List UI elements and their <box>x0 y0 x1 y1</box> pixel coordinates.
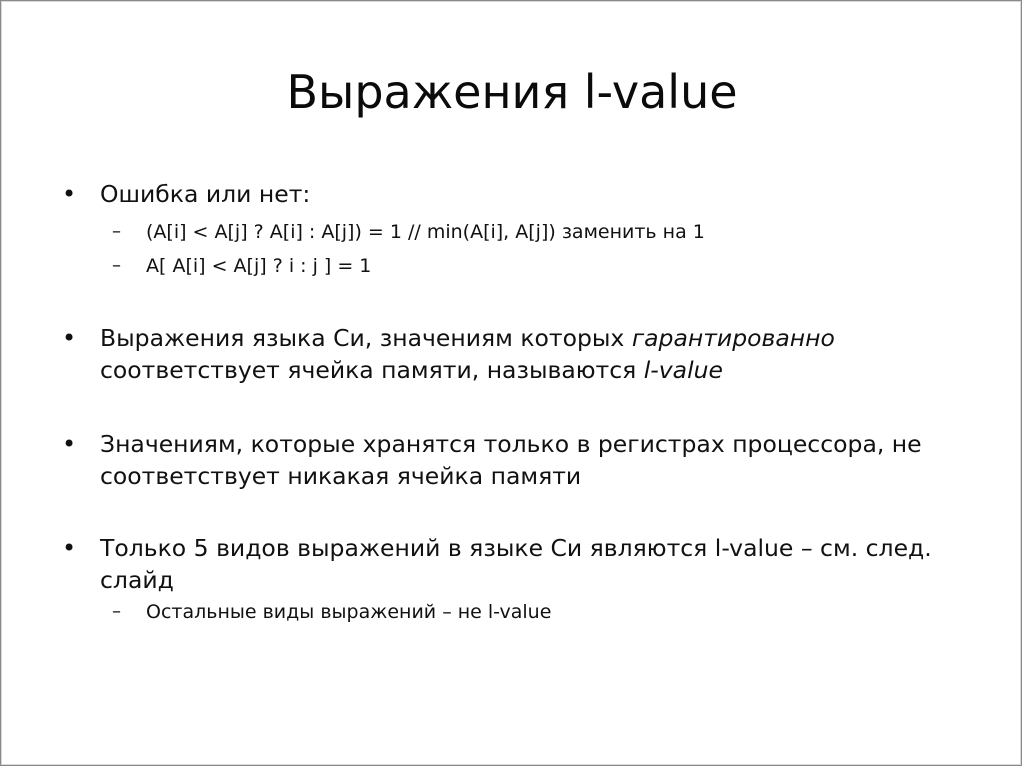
bullet-text-part: соответствует ячейка памяти, называются <box>100 356 644 384</box>
sub-item-text: Остальные виды выражений – не l-value <box>146 601 552 623</box>
bullet-dot: • <box>62 430 77 458</box>
sub-bullet-dash: – <box>112 601 121 622</box>
emphasis-text: гарантированно <box>631 324 835 352</box>
sub-item-text: (A[i] < A[j] ? A[i] : A[j]) = 1 // min(A[i], A[j]) заменить на 1 <box>146 221 705 243</box>
bullet-text: Только 5 видов выражений в языке Си являются l-value – см. след. слайд <box>100 534 932 594</box>
emphasis-text: l-value <box>643 356 723 384</box>
slide-title: Выражения l-value <box>286 65 738 119</box>
sub-item-text: A[ A[i] < A[j] ? i : j ] = 1 <box>146 255 372 277</box>
bullet-item-1 <box>62 178 962 210</box>
bullet-text: Значениям, которые хранятся только в регистрах процессора, не соответствует никакая ячейка памяти <box>100 430 922 490</box>
sub-bullet-dash: – <box>112 255 121 276</box>
bullet-item-3 <box>62 428 962 492</box>
bullet-dot: • <box>62 534 77 562</box>
sub-item-1-1 <box>112 217 962 247</box>
bullet-text-part: Выражения языка Си, значениям которых <box>100 324 632 352</box>
sub-bullet-dash: – <box>112 221 121 242</box>
bullet-text: Ошибка или нет: <box>100 180 311 208</box>
sub-item-1-2 <box>112 251 962 281</box>
bullet-dot: • <box>62 180 77 208</box>
bullet-item-2 <box>62 322 962 386</box>
sub-item-4-1 <box>112 597 962 627</box>
bullet-dot: • <box>62 324 77 352</box>
bullet-item-4 <box>62 532 962 596</box>
bullet-text <box>100 322 962 386</box>
